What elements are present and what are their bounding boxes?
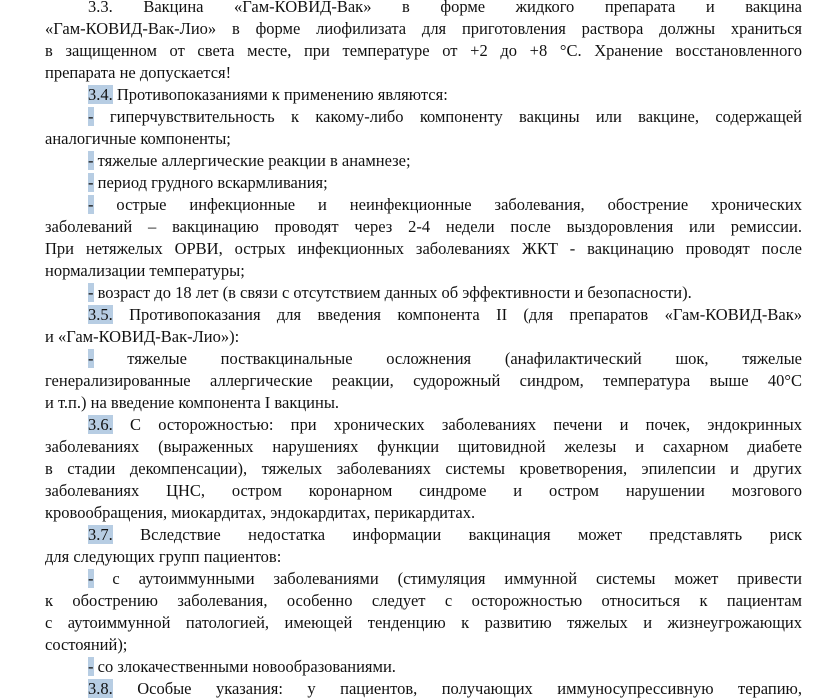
text-line: нормализации температуры; [45,261,245,280]
text-line: генерализированные аллергические реакции, судорожный синдром, температура выше 40°С [45,371,802,390]
text-line: 3.7. Вследствие недостатка информации вакцинация может представлять риск [88,525,802,544]
text-line: к обострению заболевания, особенно следует с осторожностью относиться к пациентам [45,591,802,610]
text-line: заболеваниях (выраженных нарушениях функции щитовидной железы и сахарном диабете [45,437,802,456]
text-line: заболеваний – вакцинацию проводят через 2-4 недели после выздоровления или ремиссии. [45,217,802,236]
text-line: - со злокачественными новообразованиями. [88,657,396,676]
bullet-dash-highlight: - [88,569,94,588]
bullet-dash-highlight: - [88,173,94,192]
section-number-highlight: 3.8. [88,679,113,698]
text-line: При нетяжелых ОРВИ, острых инфекционных заболеваниях ЖКТ - вакцинацию проводят после [45,239,802,258]
bullet-dash-highlight: - [88,151,94,170]
section-number-highlight: 3.7. [88,525,113,544]
text-line: в защищенном от света месте, при температуре от +2 до +8 °С. Хранение восстановленного [45,41,802,60]
text-line: состояний); [45,635,128,654]
section-number-highlight: 3.6. [88,415,113,434]
text-line: - период грудного вскармливания; [88,173,328,192]
section-number-highlight: 3.5. [88,305,113,324]
text-line: - тяжелые аллергические реакции в анамнезе; [88,151,411,170]
text-line: «Гам-КОВИД-Вак-Лио» в форме лиофилизата для приготовления раствора должны храниться [45,19,802,38]
text-line: 3.3. Вакцина «Гам-КОВИД-Вак» в форме жидкого препарата и вакцина [88,0,802,16]
text-line: и т.п.) на введение компонента I вакцины. [45,393,340,412]
text-line: - возраст до 18 лет (в связи с отсутствием данных об эффективности и безопасности). [88,283,692,302]
text-line: кровообращения, миокардитах, эндокардитах, перикардитах. [45,503,476,522]
text-line: - тяжелые поствакцинальные осложнения (анафилактический шок, тяжелые [88,349,802,368]
bullet-dash-highlight: - [88,283,94,302]
text-line: аналогичные компоненты; [45,129,231,148]
text-line: 3.8. Особые указания: у пациентов, получающих иммуносупрессивную терапию, [88,679,802,698]
text-line: в стадии декомпенсации), тяжелых заболеваниях системы кроветворения, эпилепсии и других [45,459,802,478]
text-line: 3.4. Противопоказаниями к применению являются: [88,85,448,104]
bullet-dash-highlight: - [88,349,94,368]
bullet-dash-highlight: - [88,657,94,676]
text-line: - острые инфекционные и неинфекционные заболевания, обострение хронических [88,195,802,214]
text-line: заболеваниях ЦНС, остром коронарном синдроме и остром нарушении мозгового [45,481,802,500]
text-line: и «Гам-КОВИД-Вак-Лио»): [45,327,240,346]
document-body [45,0,802,700]
text-line: 3.5. Противопоказания для введения компонента II (для препаратов «Гам-КОВИД-Вак» [88,305,802,324]
text-line: - с аутоиммунными заболеваниями (стимуляция иммунной системы может привести [88,569,802,588]
bullet-dash-highlight: - [88,195,94,214]
text-line: - гиперчувствительность к какому-либо компоненту вакцины или вакцине, содержащей [88,107,802,126]
text-line: препарата не допускается! [45,63,232,82]
text-line: 3.6. С осторожностью: при хронических заболеваниях печени и почек, эндокринных [88,415,802,434]
text-line: для следующих групп пациентов: [45,547,282,566]
bullet-dash-highlight: - [88,107,94,126]
section-number-highlight: 3.4. [88,85,113,104]
text-line: с аутоиммунной патологией, имеющей тенденцию к развитию тяжелых и жизнеугрожающих [45,613,802,632]
